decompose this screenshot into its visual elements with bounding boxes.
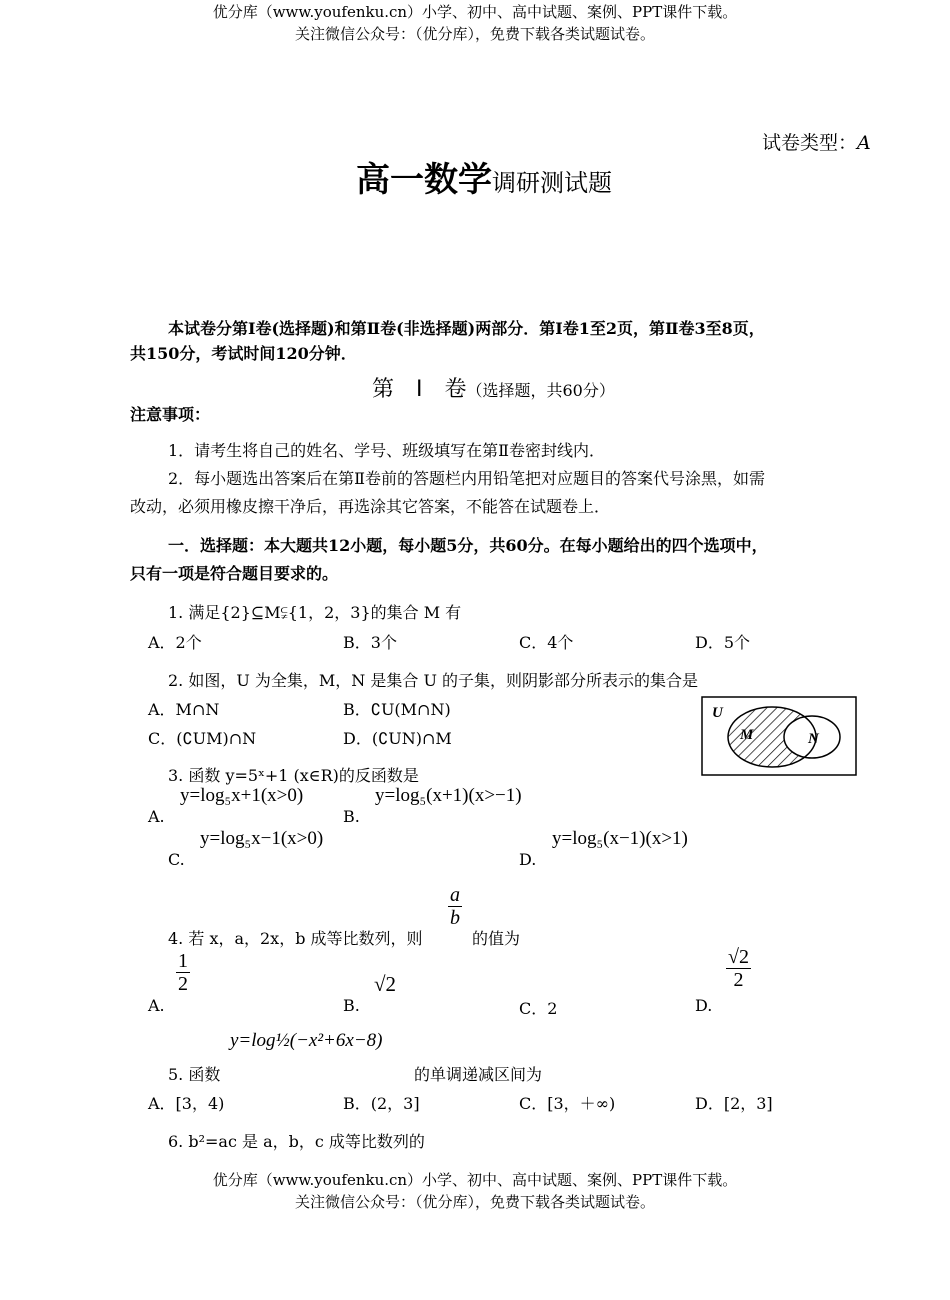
q2-option-b: B．∁U(M∩N) [343,700,451,719]
q4-option-c: C．2 [519,999,558,1018]
part1-line-1: 一．选择题：本大题共12小题，每小题5分，共60分。在每小题给出的四个选项中， [168,536,768,555]
section-title: 第 Ⅰ 卷 [372,377,467,402]
paper-type [762,128,871,155]
q5-option-a: A．[3，4) [148,1094,225,1113]
q4-stem-end: 的值为 [472,929,521,948]
q5-expression: y=log½(−x²+6x−8) [230,1030,383,1051]
paper-type-label: 试卷类型： [762,132,858,154]
footer-line-1: 优分库（www.youfenku.cn）小学、初中、高中试题、案例、PPT课件下载。 [212,1171,738,1189]
q3-option-a-expr: y=log₅x+1(x>0) [180,785,304,806]
q3-option-b-label: B. [343,807,360,826]
q4-option-a-denominator: 2 [178,973,188,995]
q5-stem: 5. 函数 [168,1065,221,1084]
q4-option-d-denominator: 2 [733,969,744,991]
section-heading [372,372,615,403]
q4-stem: 4. 若 x，a，2x，b 成等比数列，则 [168,929,423,948]
q2-option-d: D．(∁UN)∩M [343,729,452,748]
venn-label-u: U [712,705,723,721]
section-note: （选择题，共60分） [466,381,615,400]
q6-stem: 6. b²=ac 是 a，b，c 成等比数列的 [168,1132,425,1151]
q3-option-d-expr: y=log₅(x−1)(x>1) [552,828,688,849]
q4-option-d-fraction [726,946,751,991]
venn-diagram [700,695,860,777]
q4-option-b-label: B. [343,996,360,1015]
venn-label-m: M [740,727,754,743]
venn-label-n: N [808,731,819,747]
header-line-1: 优分库（www.youfenku.cn）小学、初中、高中试题、案例、PPT课件下载。 [212,3,738,21]
part1-line-2: 只有一项是符合题目要求的。 [130,564,339,583]
intro-line-1: 本试卷分第Ⅰ卷(选择题)和第Ⅱ卷(非选择题)两部分．第Ⅰ卷1至2页，第Ⅱ卷3至8页， [168,319,765,338]
q3-option-a-label: A. [148,807,165,826]
paper-type-value: A [857,132,871,154]
q4-fraction-denominator: b [450,907,460,929]
notice-label: 注意事项： [130,405,211,424]
q3-option-d-label: D. [519,850,537,869]
q5-option-d: D．[2，3] [695,1094,773,1113]
q4-option-a-label: A. [148,996,165,1015]
q4-fraction-numerator: a [450,884,460,906]
q3-option-c-label: C. [168,850,185,869]
q5-option-c: C．[3，＋∞) [519,1094,616,1113]
q2-option-a: A．M∩N [148,700,220,719]
q4-option-a-numerator: 1 [178,950,188,972]
notice-item-2-line-2: 改动，必须用橡皮擦干净后，再选涂其它答案，不能答在试题卷上． [130,497,611,516]
q2-option-c: C．(∁UM)∩N [148,729,257,748]
q1-option-b: B．3个 [343,633,397,652]
footer-line-2: 关注微信公众号：（优分库），免费下载各类试题试卷。 [294,1193,655,1211]
title-sub: 调研测试题 [492,169,612,197]
q1-option-a: A．2个 [148,633,202,652]
q1-option-c: C．4个 [519,633,574,652]
q3-option-b-expr: y=log₅(x+1)(x>−1) [375,785,522,806]
header-line-2: 关注微信公众号：（优分库），免费下载各类试题试卷。 [294,25,655,43]
page-title [356,152,612,201]
q5-option-b: B．(2，3] [343,1094,420,1113]
q1-stem: 1. 满足{2}⊆M⫋{1，2，3}的集合 M 有 [168,603,462,622]
q4-option-b-expr: √2 [374,972,397,996]
notice-item-1: 1．请考生将自己的姓名、学号、班级填写在第Ⅱ卷密封线内． [168,441,606,460]
q3-stem: 3. 函数 y=5ˣ+1 (x∈R)的反函数是 [168,766,419,785]
q4-option-d-numerator: √2 [728,946,749,968]
q4-option-a-fraction [176,950,190,995]
q1-option-d: D．5个 [695,633,751,652]
q2-stem: 2. 如图，U 为全集，M，N 是集合 U 的子集，则阴影部分所表示的集合是 [168,671,699,690]
title-main: 高一数学 [356,160,492,200]
q4-option-d-label: D. [695,996,713,1015]
intro-line-2: 共150分，考试时间120分钟． [130,344,357,363]
q4-fraction [448,884,462,929]
notice-item-2-line-1: 2．每小题选出答案后在第Ⅱ卷前的答题栏内用铅笔把对应题目的答案代号涂黑，如需 [168,469,766,488]
q3-option-c-expr: y=log₅x−1(x>0) [200,828,324,849]
q5-stem-end: 的单调递减区间为 [414,1065,543,1084]
